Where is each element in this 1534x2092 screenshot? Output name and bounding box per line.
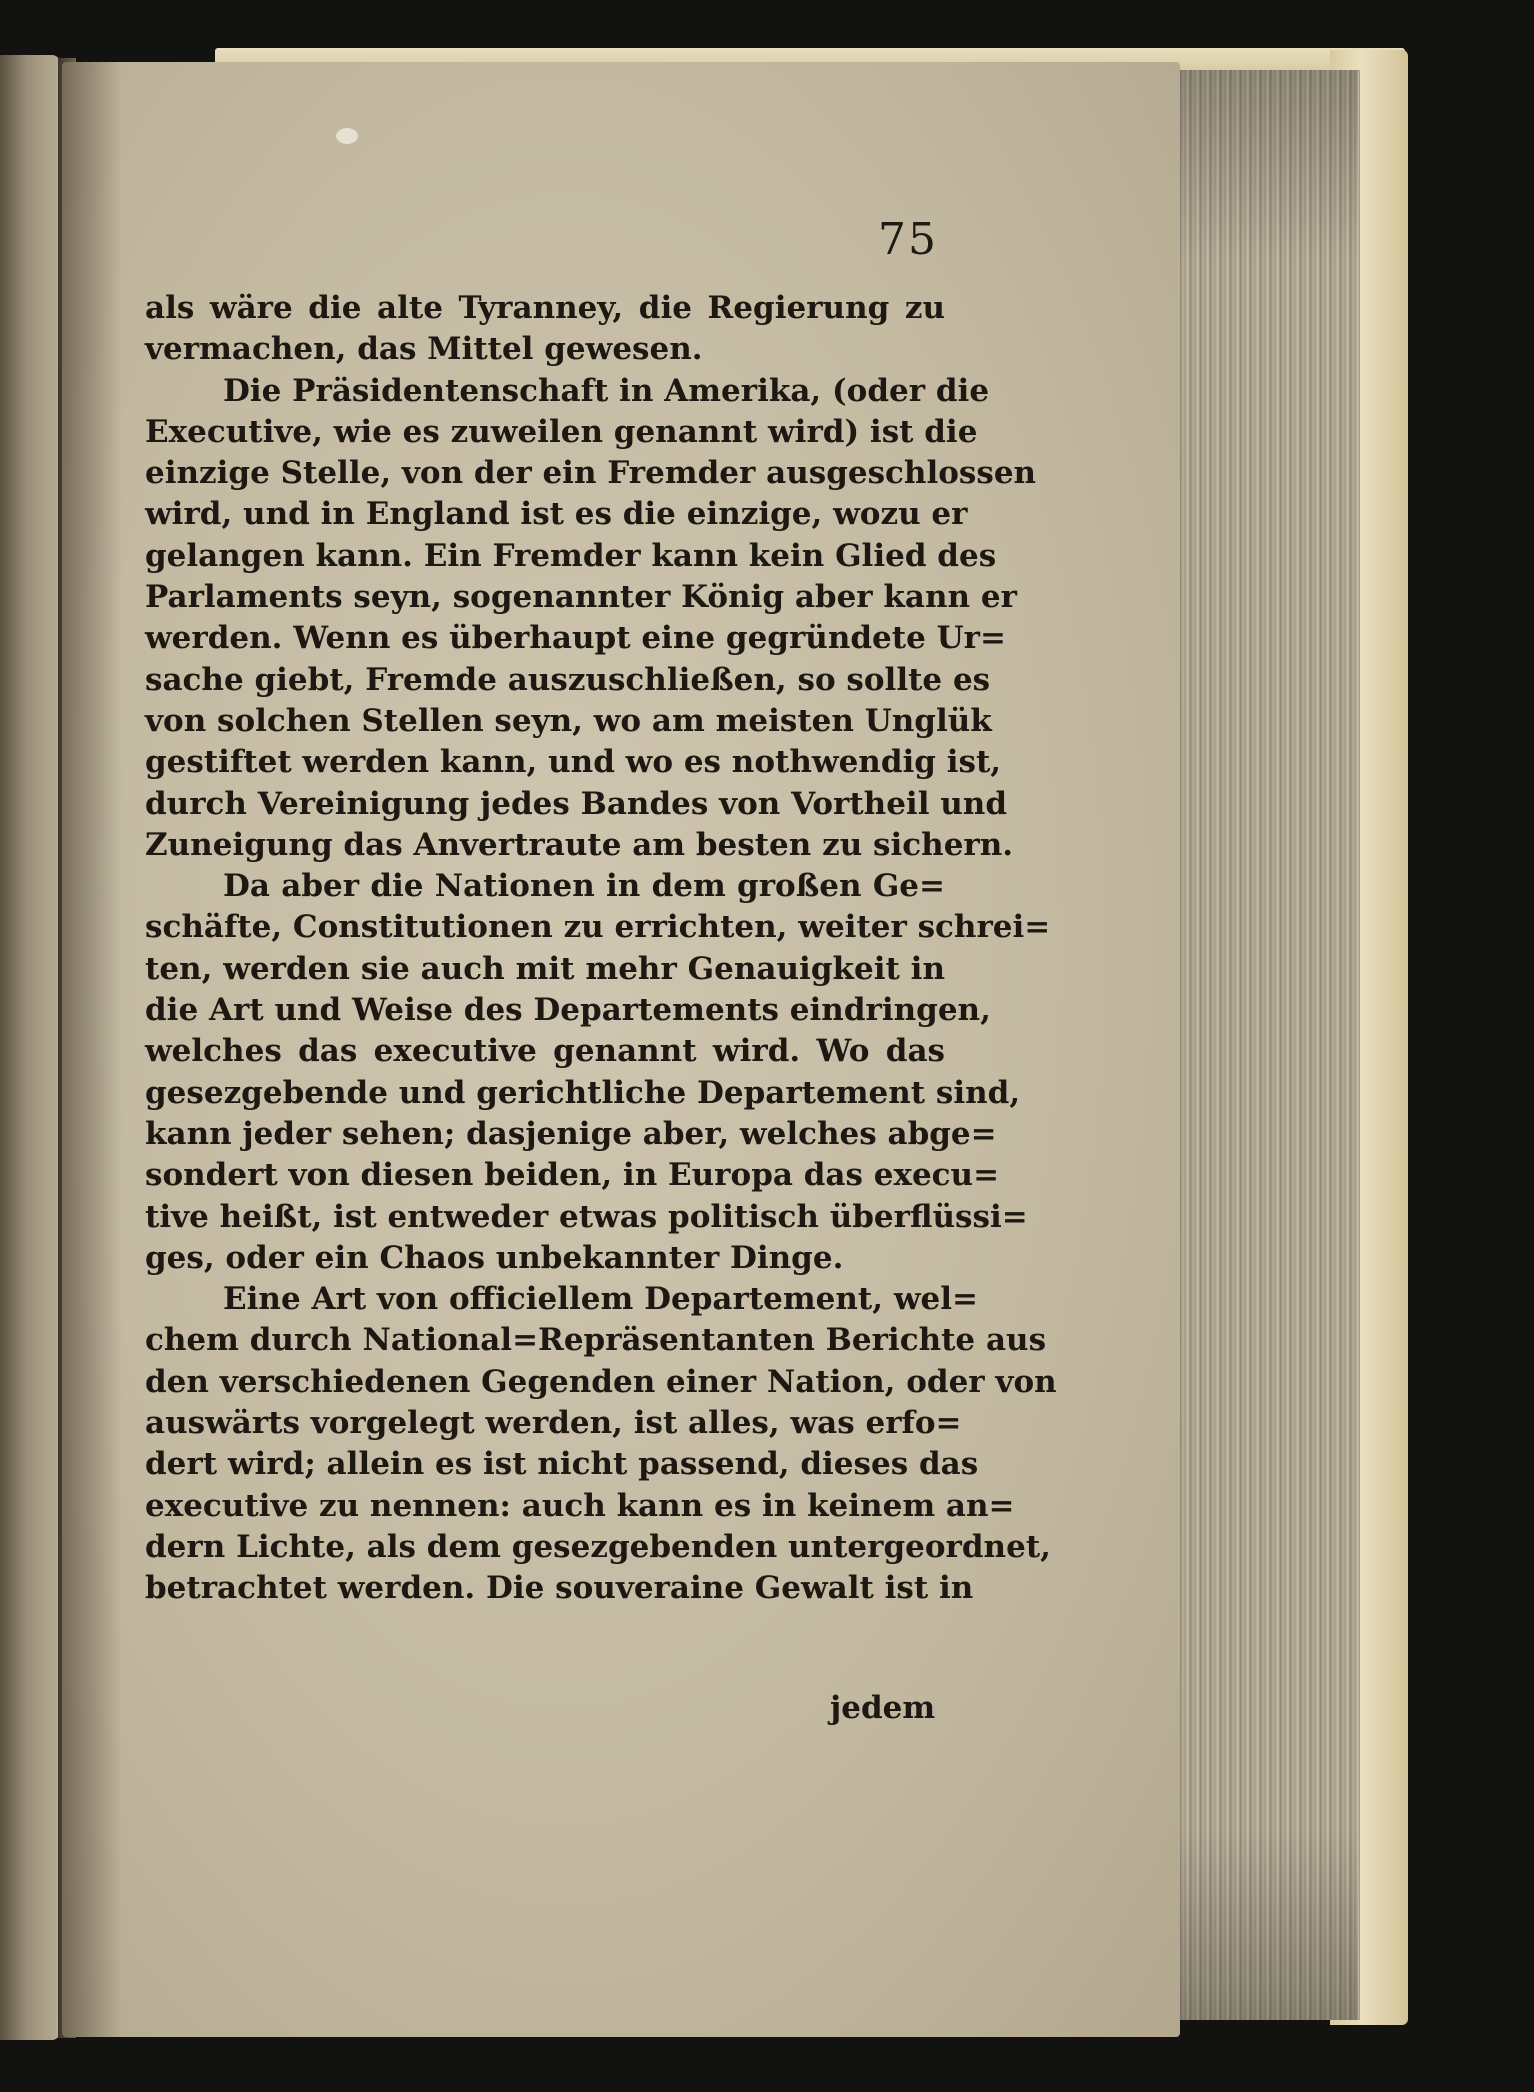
page-fore-edge-shade: [1168, 70, 1358, 2020]
text-line: Zuneigung das Anvertraute am besten zu sichern.: [145, 826, 1014, 863]
text-line: Die Präsidentenschaft in Amerika, (oder die: [223, 372, 990, 409]
text-line: von solchen Stellen seyn, wo am meisten Unglük: [145, 702, 992, 739]
text-line: dert wird; allein es ist nicht passend, dieses das: [145, 1446, 979, 1483]
text-line: ten, werden sie auch mit mehr Genauigkeit in: [145, 950, 945, 987]
text-line: tive heißt, ist entweder etwas politisch überflüssi=: [145, 1198, 1028, 1235]
text-line: gesezgebende und gerichtliche Departement sind,: [145, 1074, 1021, 1111]
text-line: gelangen kann. Ein Fremder kann kein Glied des: [145, 537, 997, 574]
catchword: jedem: [830, 1690, 936, 1726]
text-line: vermachen, das Mittel gewesen.: [145, 331, 703, 368]
text-line: executive zu nennen: auch kann es in keinem an=: [145, 1487, 1015, 1524]
text-line: Eine Art von officiellem Departement, wel=: [223, 1281, 978, 1318]
paper-stain: [336, 128, 358, 144]
text-line: Da aber die Nationen in dem großen Ge=: [223, 868, 945, 905]
text-line: Parlaments seyn, sogenannter König aber kann er: [145, 579, 1017, 616]
text-line: durch Vereinigung jedes Bandes von Vortheil und: [145, 785, 1008, 822]
text-line: kann jeder sehen; dasjenige aber, welches abge=: [145, 1115, 997, 1152]
text-line: gestiftet werden kann, und wo es nothwendig ist,: [145, 744, 1002, 781]
page-gutter-shadow: [62, 62, 122, 2037]
text-line: auswärts vorgelegt werden, ist alles, was erfo=: [145, 1405, 962, 1442]
text-line: ges, oder ein Chaos unbekannter Dinge.: [145, 1239, 844, 1276]
page-number: 75: [878, 214, 938, 265]
text-line: dern Lichte, als dem gesezgebenden untergeordnet,: [145, 1528, 1051, 1565]
text-line: betrachtet werden. Die souveraine Gewalt ist in: [145, 1570, 974, 1607]
text-line: sache giebt, Fremde auszuschließen, so sollte es: [145, 661, 991, 698]
text-line: welches das executive genannt wird. Wo das: [145, 1033, 945, 1070]
facing-page-edge: [0, 55, 60, 2040]
text-line: schäfte, Constitutionen zu errichten, weiter schrei=: [145, 909, 1051, 946]
text-line: den verschiedenen Gegenden einer Nation, oder von: [145, 1363, 1057, 1400]
text-line: als wäre die alte Tyranney, die Regierung zu: [145, 290, 945, 326]
text-line: werden. Wenn es überhaupt eine gegründete Ur=: [145, 620, 1006, 657]
text-line: sondert von diesen beiden, in Europa das execu=: [145, 1157, 1000, 1194]
text-line: einzige Stelle, von der ein Fremder ausgeschlossen: [145, 455, 1037, 492]
text-line: die Art und Weise des Departements eindringen,: [145, 992, 991, 1029]
text-line: Executive, wie es zuweilen genannt wird) ist die: [145, 413, 978, 450]
body-text: [145, 288, 1057, 1610]
text-line: wird, und in England ist es die einzige, wozu er: [145, 496, 968, 533]
text-line: chem durch National=Repräsentanten Berichte aus: [145, 1322, 1047, 1359]
